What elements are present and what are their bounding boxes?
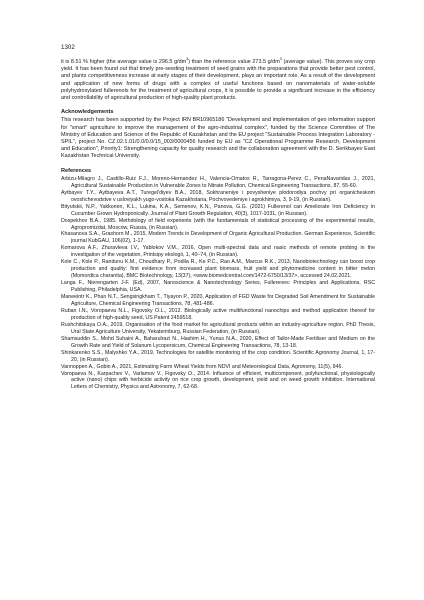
reference-item: Rushchitskaya O.A., 2019, Organisation of the food market for agricultural products within an industry-agriculture region. PhD Thesis, Ural State Agriculture University, Yekaterinburg, Russian Federation, (in Russian). <box>61 321 375 335</box>
reference-item: Khasanova S.A., Grashorn M., 2015, Modern Trends in Development of Organic Agricultural Production. German Experience, Scientific journal KubGAU, 106(02), 1-17. <box>61 231 375 245</box>
reference-item: Shinkarenko S.S., Malyshko Y.A., 2019, Technologies for satellite monitoring of the crop condition. Scientific Agronomy Journal, 1, 17-20, (in Russian). <box>61 349 375 363</box>
acknowledgements-heading: Acknowledgements <box>61 109 114 116</box>
reference-item: Maneeintr K., Phan N.T., Sengsingkham T., Tiyayon P., 2020, Application of FGD Waste for Degraded Soil Amendment for Sustainable Agriculture, Chemical Engineering Transactions, 78, 481-486. <box>61 294 375 307</box>
reference-item: Komarova A.F., Zhuravleva I.V., Yablokov V.M., 2016, Open multi-spectral data and nasic methods of remote probing in the investigation of the vegetation, Printsipy ekologii, 1, 40–74, (in Russian). <box>61 245 375 259</box>
reference-item: Shamsuddin S., Mohd Suhaini A., Baharulrazi N., Hashim H., Yunus N.A., 2020, Effect of Tailor-Made Fertiliser and Medium on the Growth Rate and Yield of Solanum Lycopersicum, Chemical Engineering Transactions, 78, 13-18. <box>61 335 375 349</box>
references-heading: References <box>61 167 92 174</box>
reference-item: Arbizu-Milagro J., Castillo-Ruiz F.J., Moreno-Hernandez H., Valencia-Omatos R., Tarragona-Perez C., PenaNavaridas J., 2021, Agricultural Sustainable Production in Vulnerable Zones to Nitrate Pollution, Chemical Engineering Transactions, 87, 55-60. <box>61 175 375 189</box>
reference-item: Bityutskii, N.P., Yakkonen, K.L., Lukina, K.A., Semenov, K.N., Panova, G.G. (2021) Fullerenol can Ameliorate Iron Deficiency in Cucumber Grown Hydroponically. Journal of Plant Growth Regulation, 40(3), 1017-1031, (in Russian). <box>61 203 375 217</box>
references-list <box>61 176 375 392</box>
intro-text-2: ) than the reference value 273.5 g/dm <box>188 59 280 65</box>
reference-item: Vannoppen A., Gobin A., 2021, Estimating Farm Wheat Yields from NDVI and Meteorological Data, Agronomy, 11(5), 946. <box>61 363 343 370</box>
paper-page <box>61 44 375 391</box>
intro-paragraph <box>61 59 375 102</box>
reference-item: Ruban I.N., Voropaeva N.L., Figovsky O.L., 2012. Biologically active multifunctional nanochips and method application thereof for production of high-quality seed, US Patent 2459518. <box>61 307 375 321</box>
reference-item: Aytbayev T.Y., Aytbayeva A.T., Turegel'diyev B.A., 2018, Sokhraneniye i povysheniye plodorodiya pochvy pri organicheskom ovoshchevodstve v usloviyakh yugo-vostoka Kazakhstana, Pochvovedeniye i agrokhimiya, 3, 9-19, (in Russian). <box>61 189 375 203</box>
superscript-2: 3 <box>279 57 282 62</box>
reference-item: Kole C., Kole P., Randunu K.M., Choudhary P., Podila R., Ke P.C., Rao A.M., Marcus R.K., 2013, Nanobiotechnology can boost crop production and quality: first evidence from increased plant biomass, fruit yield and phytomedicine content in bitter melon (Momordica charantia), BMC Biotechnology, 13(37), <www.biomedcentral.com/1472-6750/13/37>, accessed 24.02.2021. <box>61 259 375 280</box>
superscript-1: 3 <box>186 57 189 62</box>
reference-item: Dospekhov B.A., 1985. Methdology of field experients (with the fundamentals of statistical processing of the experimental results, Agropromizdat, Moscow, Russia, (in Russian). <box>61 217 375 231</box>
acknowledgements-text: This research has been supported by the Project IRN BR10965186 "Development and implementation of geo information support for "smart" agriculture to improve the management of the agro-industrial complex", funded by the Science Committee of The Ministry of Education and Science of the Republic of Kazakhstan and the EU project "Sustainable Process Integration Laboratory -SPIL", project No. CZ.02.1.01/0.0/0.0/15_003/0000456 funded by EU as "CZ Operational Programme Research, Development and Education", Priority1: Strengthening capacity for quality research and the collaboration agreement with the D. Serikbayev East Kazakhstan Technical University. <box>61 117 375 160</box>
reference-item: Langa F., Nierengarten J-F. (Ed), 2007, Nanoscience & Nanotechnology Series, Fullerenes: Principles and Applications, RSC Publishing, Philadelphia, USA. <box>61 280 375 294</box>
intro-text-3: (average value). This proves soy crop yield. It has been found out that timely pre-seeding treatment of seed grains with the preparations that provide better pest control, and plants competitiveness increase at early stages of their development, plays an important role. As a result of the development and application of new forms of drugs with a complex of useful functions based on nanomaterials of water-soluble polyhydroxylated fullerenols for the treatment of agricultural crops, it is possible to provide a significant increase in the efficiency and controllability of agricultural production of high-quality plant products. <box>61 59 375 102</box>
intro-text-1: it is 8.51 % higher (the average value is 296.5 g/dm <box>61 59 187 65</box>
reference-item: Voropaeva N., Karpachev V., Varlamov V., Figovsky O., 2014. Influence of efficient, multicomponent, polyfunctional, physiologically active (nano) chips with herbicide activity on rice crop growth, development, yield and on weed growth inhibition. International Letters of Chemistry, Physics and Astronomy, 7, 62-68. <box>61 370 375 391</box>
page-number: 1302 <box>61 44 75 51</box>
